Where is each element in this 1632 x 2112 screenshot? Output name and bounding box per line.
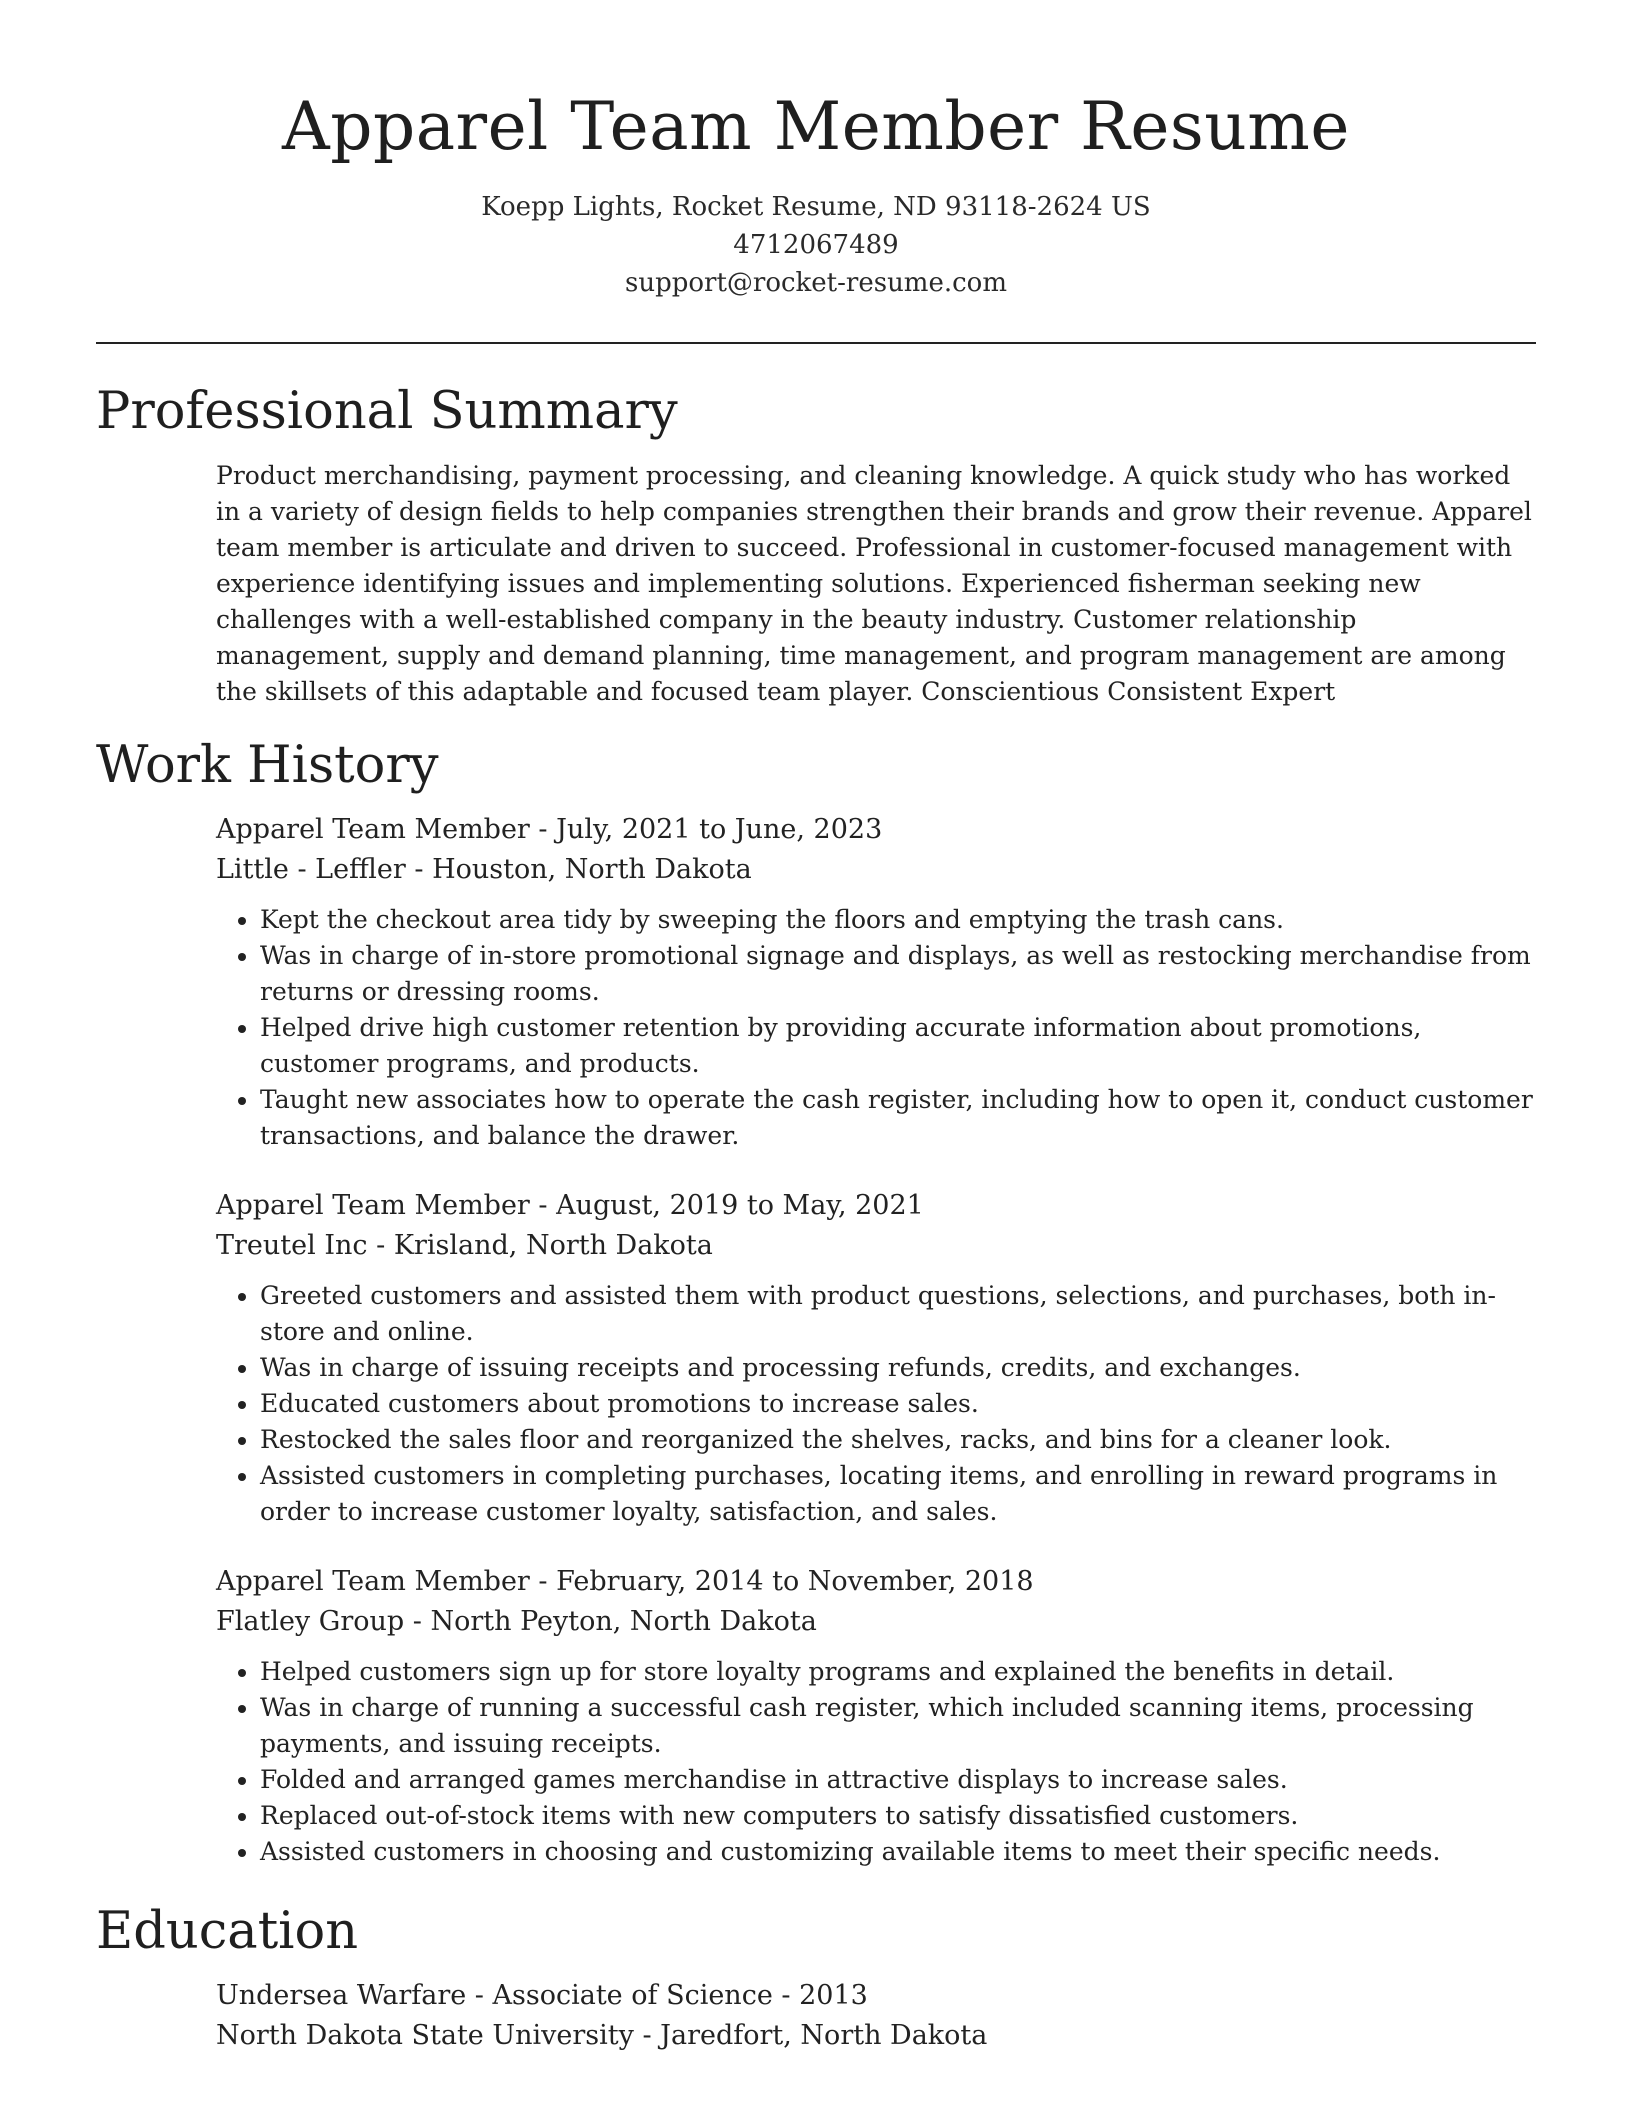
job-dates: July, 2021 to June, 2023 (556, 814, 883, 845)
section-title-work-history: Work History (96, 736, 439, 795)
education-field: Undersea Warfare (216, 1980, 467, 2011)
job-company: Little - Leffler (216, 854, 406, 885)
job-location: North Peyton, North Dakota (430, 1606, 817, 1637)
contact-block (0, 188, 1632, 302)
job-bullet: • Was in charge of issuing receipts and processing refunds, credits, and exchanges. (260, 1350, 1536, 1386)
education-degree-line (216, 1976, 1536, 2016)
job-bullet: • Educated customers about promotions to increase sales. (260, 1386, 1536, 1422)
summary-body (216, 458, 1536, 710)
job-location: Krisland, North Dakota (393, 1230, 713, 1261)
education-year: 2013 (799, 1980, 868, 2011)
job-location: Houston, North Dakota (432, 854, 752, 885)
section-title-education: Education (96, 1902, 359, 1961)
separator: - (466, 1980, 493, 2011)
separator: - (404, 1606, 431, 1637)
job-bullet: • Was in charge of running a successful cash register, which included scanning items, processing payments, and issuing receipts. (260, 1690, 1536, 1762)
job-entry (216, 1562, 1536, 1870)
job-bullets (216, 902, 1536, 1154)
education-school-line (216, 2016, 1536, 2056)
separator: - (405, 854, 433, 885)
job-entry (216, 810, 1536, 1154)
job-bullet: • Helped customers sign up for store loyalty programs and explained the benefits in detail. (260, 1654, 1536, 1690)
contact-address: Koepp Lights, Rocket Resume, ND 93118-2624 US (481, 192, 1151, 222)
job-title-line (216, 1186, 1536, 1226)
education-entry (216, 1976, 1536, 2056)
job-company-line (216, 1226, 1536, 1266)
job-position: Apparel Team Member (216, 1566, 530, 1597)
resume-title: Apparel Team Member Resume (282, 88, 1350, 165)
resume-header (0, 0, 1632, 302)
education-location: Jaredfort, North Dakota (660, 2020, 988, 2051)
education-degree: Associate of Science (492, 1980, 773, 2011)
separator: - (529, 1566, 557, 1597)
job-dates: August, 2019 to May, 2021 (556, 1190, 924, 1221)
job-company: Treutel Inc (216, 1230, 368, 1261)
job-bullet: • Restocked the sales floor and reorganized the shelves, racks, and bins for a cleaner look. (260, 1422, 1536, 1458)
job-company: Flatley Group (216, 1606, 405, 1637)
job-bullets (216, 1278, 1536, 1530)
separator: - (529, 814, 557, 845)
job-bullet: • Folded and arranged games merchandise in attractive displays to increase sales. (260, 1762, 1536, 1798)
job-bullet: • Helped drive high customer retention by providing accurate information about promotions, customer programs, and products. (260, 1010, 1536, 1082)
job-bullet: • Kept the checkout area tidy by sweeping the floors and emptying the trash cans. (260, 902, 1536, 938)
job-company-line (216, 850, 1536, 890)
job-company-line (216, 1602, 1536, 1642)
job-position: Apparel Team Member (216, 814, 530, 845)
separator: - (529, 1190, 557, 1221)
education-school: North Dakota State University (216, 2020, 634, 2051)
job-bullet: • Taught new associates how to operate the cash register, including how to open it, conduct customer transactions, and balance the drawer. (260, 1082, 1536, 1154)
summary-text: Product merchandising, payment processing, and cleaning knowledge. A quick study who has worked in a variety of design fields to help companies strengthen their brands and grow their revenue. Apparel team member is articulate and driven to succeed. Professional in customer-focused management with experience identifying issues and implementing solutions. Experienced fisherman seeking new challenges with a well-established company in the beauty industry. Customer relationship management, supply and demand planning, time management, and program management are among the skillsets of this adaptable and focused team player. Conscientious Consistent Expert (216, 461, 1532, 706)
job-title-line (216, 810, 1536, 850)
separator: - (367, 1230, 394, 1261)
contact-phone: 4712067489 (733, 230, 899, 260)
job-bullet: • Replaced out-of-stock items with new computers to satisfy dissatisfied customers. (260, 1798, 1536, 1834)
separator: - (633, 2020, 661, 2051)
job-position: Apparel Team Member (216, 1190, 530, 1221)
job-dates: February, 2014 to November, 2018 (556, 1566, 1034, 1597)
job-bullet: • Assisted customers in completing purchases, locating items, and enrolling in reward programs in order to increase customer loyalty, satisfaction, and sales. (260, 1458, 1536, 1530)
section-title-summary: Professional Summary (96, 382, 678, 441)
job-bullet: • Greeted customers and assisted them with product questions, selections, and purchases, both in-store and online. (260, 1278, 1536, 1350)
header-divider (96, 342, 1536, 344)
job-bullets (216, 1654, 1536, 1870)
job-entry (216, 1186, 1536, 1530)
separator: - (772, 1980, 800, 2011)
job-bullet: • Was in charge of in-store promotional signage and displays, as well as restocking merchandise from returns or dressing rooms. (260, 938, 1536, 1010)
contact-email: support@rocket-resume.com (624, 268, 1007, 298)
job-title-line (216, 1562, 1536, 1602)
job-bullet: • Assisted customers in choosing and customizing available items to meet their specific needs. (260, 1834, 1536, 1870)
